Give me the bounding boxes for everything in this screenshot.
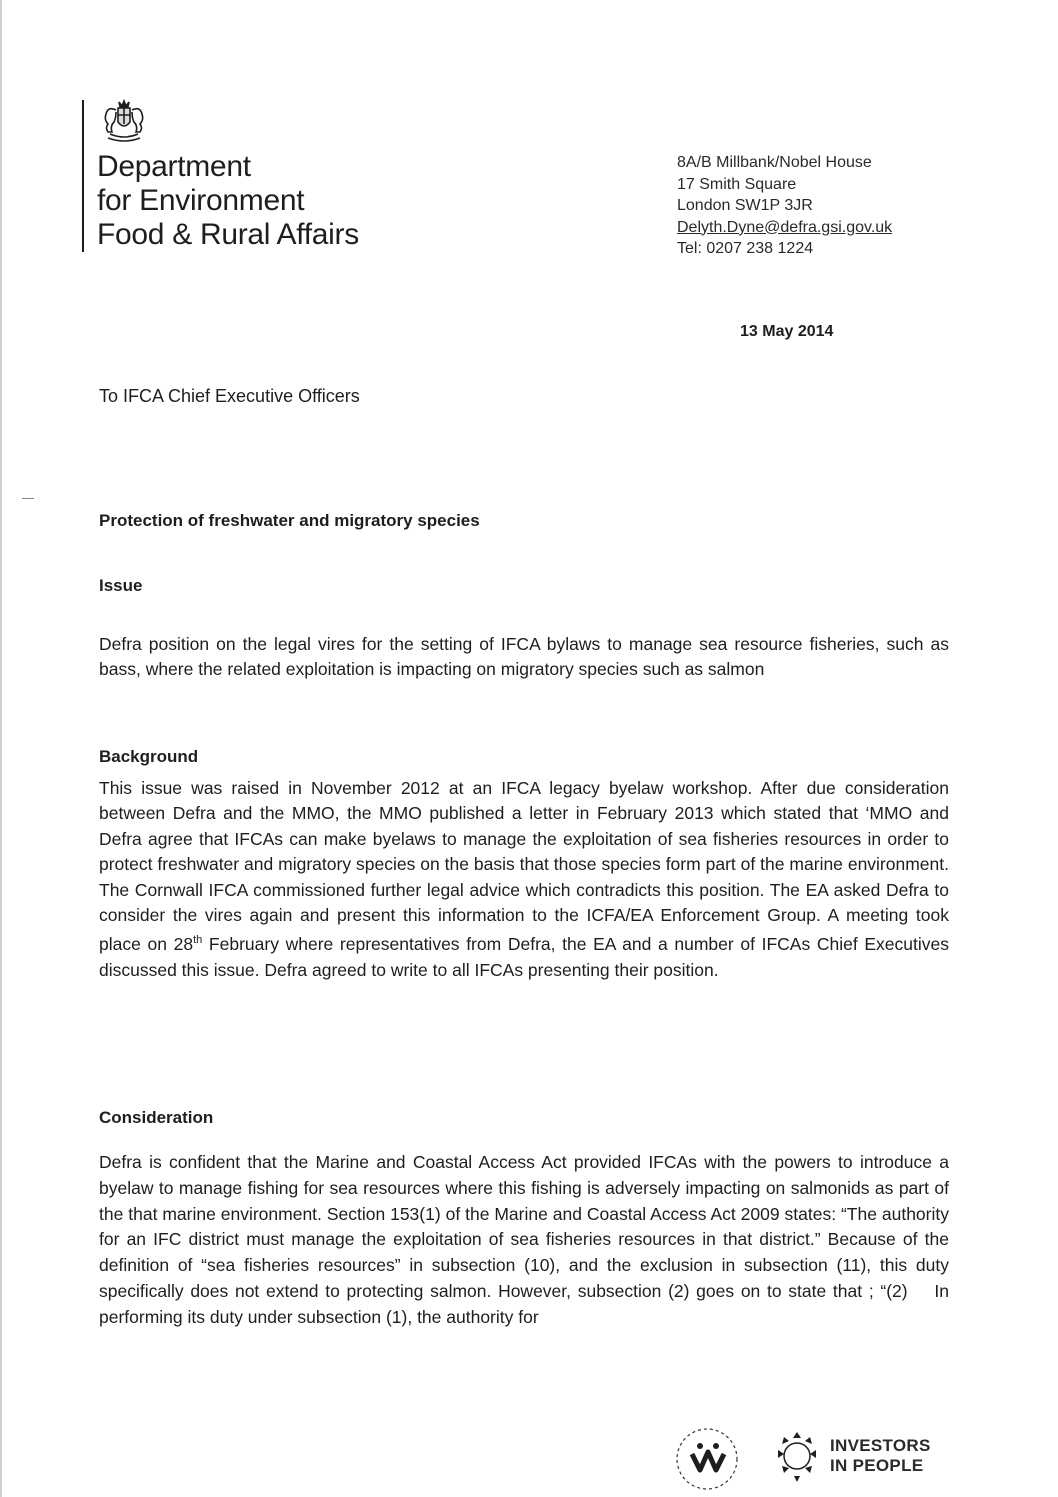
ordinal-suffix: th (193, 934, 203, 947)
consideration-heading: Consideration (99, 1108, 214, 1127)
address-line-2: 17 Smith Square (677, 175, 797, 193)
recipient: To IFCA Chief Executive Officers (99, 386, 360, 406)
investors-in-people-text (830, 1436, 931, 1476)
issue-paragraph: Defra position on the legal vires for the setting of IFCA bylaws to manage sea resource fisheries, such as bass, where the related exploitation is impacting on migratory species such as salmon (99, 634, 949, 679)
address-line-3: London SW1P 3JR (677, 197, 813, 214)
telephone: Tel: 0207 238 1224 (677, 240, 814, 257)
department-name-line-1: Department (97, 150, 251, 183)
royal-coat-of-arms-icon (96, 98, 152, 146)
iip-line-1: INVESTORS (830, 1436, 931, 1455)
footer-logos (672, 1420, 942, 1490)
issue-heading: Issue (99, 576, 143, 595)
letter-date: 13 May 2014 (740, 323, 834, 340)
background-text-part-1: This issue was raised in November 2012 at an IFCA legacy byelaw workshop. After due consideration between Defra and the MMO, the MMO published a letter in February 2013 which stated that ‘MMO and Defra agree that IFCAs can make byelaws to manage the exploitation of sea fisheries resources in order to protect freshwater and migratory species on the basis that those species form part of the marine environment. The Cornwall IFCA commissioned further legal advice which contradicts this position. The EA asked Defra to consider the vires again and present this information to the ICFA/EA Enforcement Group. A meeting took place on 28 (99, 778, 949, 955)
letterhead-rule (82, 100, 84, 252)
address-line-1: 8A/B Millbank/Nobel House (677, 154, 872, 171)
sender-address (677, 152, 892, 260)
department-name-line-3: Food & Rural Affairs (97, 218, 359, 251)
department-name (97, 150, 359, 252)
background-text-part-2: February where representatives from Defra, the EA and a number of IFCAs Chief Executives discussed this issue. Defra agreed to write to all IFCAs presenting their position. (99, 934, 949, 980)
page-edge (0, 0, 2, 1497)
iip-line-2: IN PEOPLE (830, 1456, 924, 1475)
email-link[interactable]: Delyth.Dyne@defra.gsi.gov.uk (677, 218, 893, 236)
background-paragraph (99, 776, 949, 983)
background-heading: Background (99, 747, 199, 766)
consideration-paragraph: Defra is confident that the Marine and Coastal Access Act provided IFCAs with the powers to introduce a byelaw to manage fishing for sea resources where this fishing is adversely impacting on salmonids as part of the that marine environment. Section 153(1) of the Marine and Coastal Access Act 2009 states: “The authority for an IFC district must manage the exploitation of sea fisheries resources in that district.” Because of the definition of “sea fisheries resources” in subsection (10), and the exclusion in subsection (11), this duty specifically does not extend to protecting salmon. However, subsection (2) goes on to state that ; “(2) In performing its duty under subsection (1), the authority for (99, 1152, 949, 1327)
scan-mark (22, 498, 34, 499)
positive-about-disabled-people-icon (672, 1424, 742, 1494)
department-name-line-2: for Environment (97, 184, 305, 217)
investors-in-people-icon (772, 1428, 822, 1484)
subject-heading: Protection of freshwater and migratory species (99, 511, 480, 530)
